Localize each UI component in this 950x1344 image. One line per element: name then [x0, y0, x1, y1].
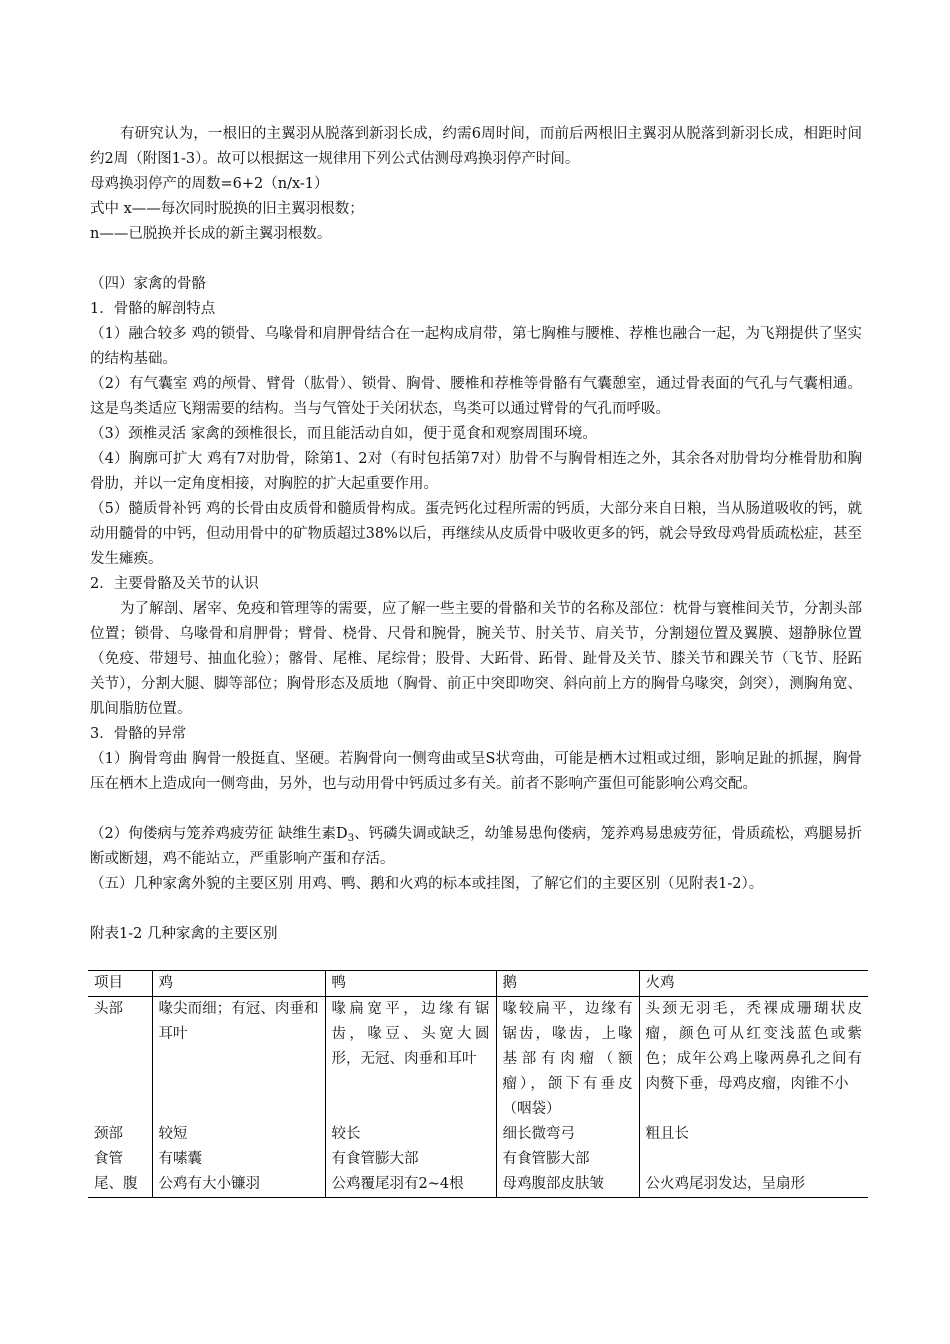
anatomy-item-2: （2）有气囊室 鸡的颅骨、臂骨（肱骨）、锁骨、胸骨、腰椎和荐椎等骨骼有气囊憩室，通过骨表面的气孔与气囊相通。这是鸟类适应飞翔需要的结构。当与气管处于关闭状态，鸟类可以通过臂骨的气孔而呼吸。 [90, 376, 862, 417]
table-cell: 喙较扁平，边缘有锯齿，喙齿，上喙基部有肉瘤（额瘤），颌下有垂皮（咽袋） [496, 997, 639, 1123]
table-cell: 公鸡有大小镰羽 [152, 1172, 325, 1198]
subsection3-heading: 3．骨骼的异常 [90, 726, 187, 742]
table-cell: 喙扁宽平，边缘有锯齿，喙豆、头宽大圆形，无冠、肉垂和耳叶 [325, 997, 496, 1123]
table-row [88, 997, 868, 1123]
poultry-comparison-table [88, 970, 868, 1198]
table-cell: 公火鸡尾羽发达，呈扇形 [639, 1172, 868, 1198]
table-cell [639, 1147, 868, 1172]
table-cell: 尾、腹 [88, 1172, 152, 1198]
anatomy-item-1: （1）融合较多 鸡的锁骨、乌喙骨和肩胛骨结合在一起构成肩带，第七胸椎与腰椎、荐椎也融合一起，为飞翔提供了坚实的结构基础。 [90, 326, 862, 367]
subsection1-heading: 1．骨骼的解剖特点 [90, 301, 216, 317]
formula-where-n: n——已脱换并长成的新主翼羽根数。 [90, 226, 332, 242]
section5-paragraph: （五）几种家禽外貌的主要区别 用鸡、鸭、鹅和火鸡的标本或挂图，了解它们的主要区别（见附表1-2）。 [90, 876, 764, 892]
subsection2-body: 为了解剖、屠宰、免疫和管理等的需要，应了解一些主要的骨骼和关节的名称及部位：枕骨与寰椎间关节，分割头部位置；锁骨、乌喙骨和肩胛骨；臂骨、桡骨、尺骨和腕骨，腕关节、肘关节、肩关节，分割翅位置及翼膜、翅静脉位置（免疫、带翅号、抽血化验）；髂骨、尾椎、尾综骨；股骨、大跖骨、跖骨、趾骨及关节、膝关节和踝关节（飞节、胫跖关节），分割大腿、脚等部位；胸骨形态及质地（胸骨、前正中突即吻突、斜向前上方的胸骨乌喙突，剑突），测胸角宽、肌间脂肪位置。 [90, 601, 862, 717]
table-cell: 粗且长 [639, 1122, 868, 1147]
table-header-cell: 鸡 [152, 971, 325, 997]
abnormality-item-2-text-a: （2）佝偻病与笼养鸡疲劳征 缺维生素D [90, 826, 348, 842]
abnormality-item-1: （1）胸骨弯曲 胸骨一般挺直、坚硬。若胸骨向一侧弯曲或呈S状弯曲，可能是栖木过粗或过细，影响足趾的抓握，胸骨压在栖木上造成向一侧弯曲，另外，也与动用骨中钙质过多有关。前者不影响产蛋但可能影响公鸡交配。 [90, 751, 862, 792]
table-row [88, 1122, 868, 1147]
formula-where-x: 式中 x——每次同时脱换的旧主翼羽根数； [90, 201, 364, 217]
table-cell: 食管 [94, 1151, 123, 1167]
table-cell: 颈部 [94, 1126, 123, 1142]
table-cell: 有嗉囊 [152, 1147, 325, 1172]
table-header-row [88, 971, 868, 997]
table-cell: 头颈无羽毛，秃裸成珊瑚状皮瘤，颜色可从红变浅蓝色或紫色；成年公鸡上喙两鼻孔之间有肉赘下垂，母鸡皮瘤，肉锥不小 [639, 997, 868, 1123]
table-header-cell: 项目 [88, 971, 152, 997]
vitamin-subscript: 3 [347, 833, 355, 844]
table-cell: 有食管膨大部 [496, 1147, 639, 1172]
table-cell: 母鸡腹部皮肤皱 [496, 1172, 639, 1198]
table-header-cell: 鸭 [325, 971, 496, 997]
section4-heading: （四）家禽的骨骼 [90, 276, 206, 292]
table-cell: 较长 [325, 1122, 496, 1147]
table-cell: 喙尖而细；有冠、肉垂和耳叶 [152, 997, 325, 1123]
table-cell: 头部 [94, 1001, 123, 1017]
abnormality-item-2 [90, 822, 862, 872]
table-row [88, 1172, 868, 1198]
table-header-cell: 火鸡 [639, 971, 868, 997]
anatomy-item-3: （3）颈椎灵活 家禽的颈椎很长，而且能活动自如，便于觅食和观察周围环境。 [90, 426, 597, 442]
table-header-cell: 鹅 [496, 971, 639, 997]
table-cell: 有食管膨大部 [325, 1147, 496, 1172]
abnormality-item-2-text-b: 、钙磷失调或缺乏，幼雏易患佝偻病，笼养鸡易患疲劳征，骨质疏松，鸡腿易折断或断翅，鸡不能站立，严重影响产蛋和存活。 [90, 826, 862, 867]
table-caption: 附表1-2 几种家禽的主要区别 [90, 926, 278, 942]
intro-paragraph: 有研究认为，一根旧的主翼羽从脱落到新羽长成，约需6周时间，而前后两根旧主翼羽从脱落到新羽长成，相距时间约2周（附图1-3）。故可以根据这一规律用下列公式估测母鸡换羽停产时间。 [90, 126, 862, 167]
table-cell: 公鸡覆尾羽有2~4根 [325, 1172, 496, 1198]
table-cell: 细长微弯弓 [496, 1122, 639, 1147]
anatomy-item-4: （4）胸廓可扩大 鸡有7对肋骨，除第1、2对（有时包括第7对）肋骨不与胸骨相连之外，其余各对肋骨均分椎骨肋和胸骨肋，并以一定角度相接，对胸腔的扩大起重要作用。 [90, 451, 862, 492]
table-cell: 较短 [152, 1122, 325, 1147]
anatomy-item-5: （5）髓质骨补钙 鸡的长骨由皮质骨和髓质骨构成。蛋壳钙化过程所需的钙质，大部分来自日粮，当从肠道吸收的钙，就动用髓骨的中钙，但动用骨中的矿物质超过38%以后，再继续从皮质骨中吸收更多的钙，就会导致母鸡骨质疏松症，甚至发生瘫痪。 [90, 501, 862, 567]
formula-line: 母鸡换羽停产的周数=6+2（n/x-1） [90, 176, 329, 192]
table-row [88, 1147, 868, 1172]
subsection2-heading: 2．主要骨骼及关节的认识 [90, 576, 259, 592]
